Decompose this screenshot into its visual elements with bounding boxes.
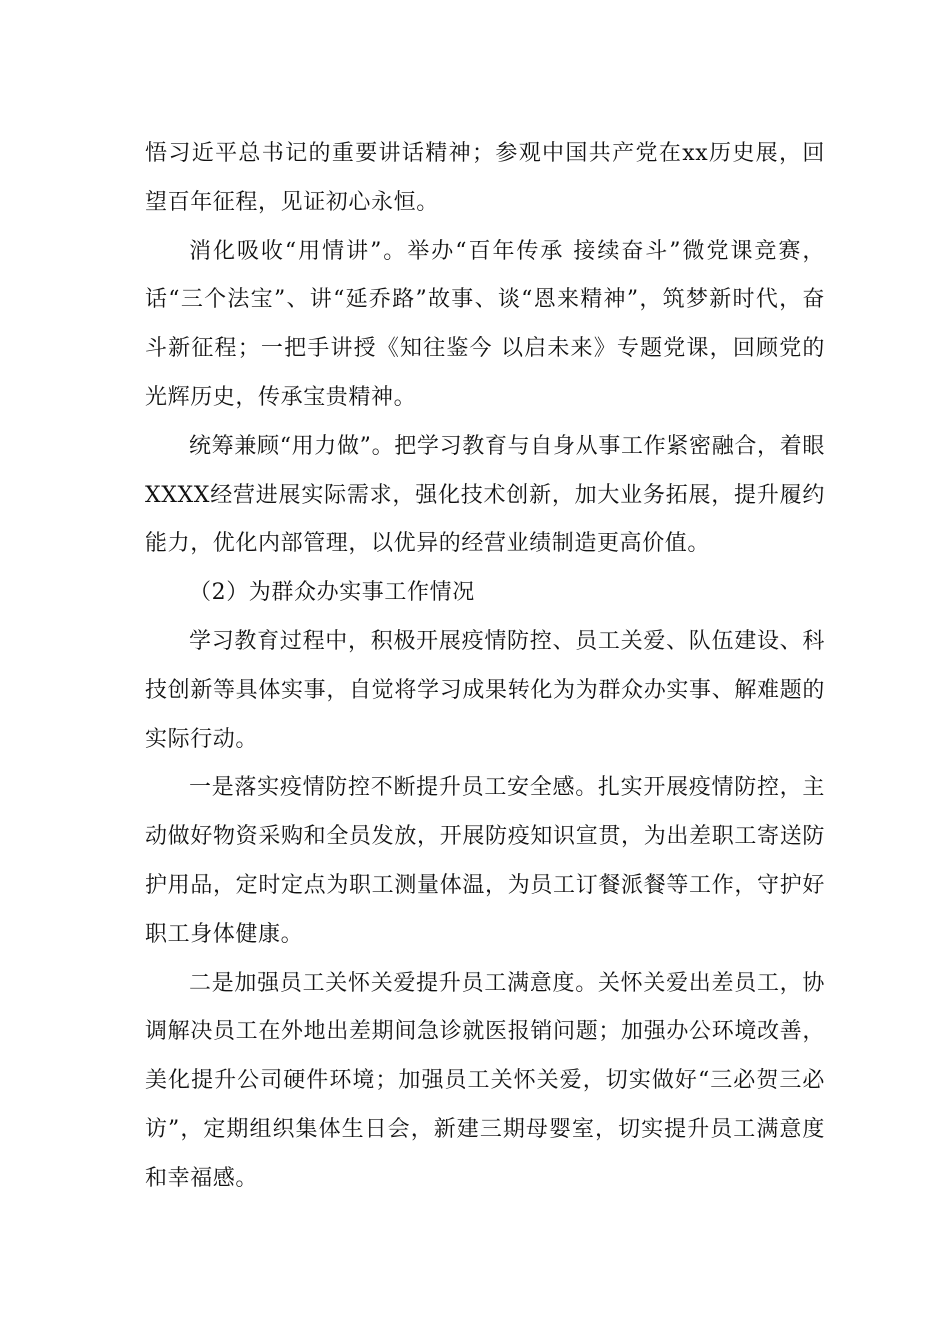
document-body <box>145 130 825 1204</box>
paragraph-7: 二是加强员工关怀关爱提升员工满意度。关怀关爱出差员工，协调解决员工在外地出差期间急诊就医报销问题；加强办公环境改善，美化提升公司硬件环境；加强员工关怀关爱，切实做好“三必贺三必访”，定期组织集体生日会，新建三期母婴室，切实提升员工满意度和幸福感。 <box>145 970 825 1191</box>
paragraph-3: 统筹兼顾“用力做”。把学习教育与自身从事工作紧密融合，着眼XXXX经营进展实际需求，强化技术创新，加大业务拓展，提升履约能力，优化内部管理，以优异的经营业绩制造更高价值。 <box>145 433 825 557</box>
paragraph-6: 一是落实疫情防控不断提升员工安全感。扎实开展疫情防控，主动做好物资采购和全员发放，开展防疫知识宣贯，为出差职工寄送防护用品，定时定点为职工测量体温，为员工订餐派餐等工作，守护好职工身体健康。 <box>145 775 825 947</box>
paragraph-1: 悟习近平总书记的重要讲话精神；参观中国共产党在xx历史展，回望百年征程，见证初心永恒。 <box>145 141 825 215</box>
section-heading: （2）为群众办实事工作情况 <box>189 580 475 606</box>
paragraph-5: 学习教育过程中，积极开展疫情防控、员工关爱、队伍建设、科技创新等具体实事，自觉将学习成果转化为为群众办实事、解难题的实际行动。 <box>145 628 825 752</box>
paragraph-2: 消化吸收“用情讲”。举办“百年传承 接续奋斗”微党课竞赛，话“三个法宝”、讲“延乔路”故事、谈“恩来精神”，筑梦新时代，奋斗新征程；一把手讲授《知往鉴今 以启未来》专题党课，回顾党的光辉历史，传承宝贵精神。 <box>145 238 825 410</box>
